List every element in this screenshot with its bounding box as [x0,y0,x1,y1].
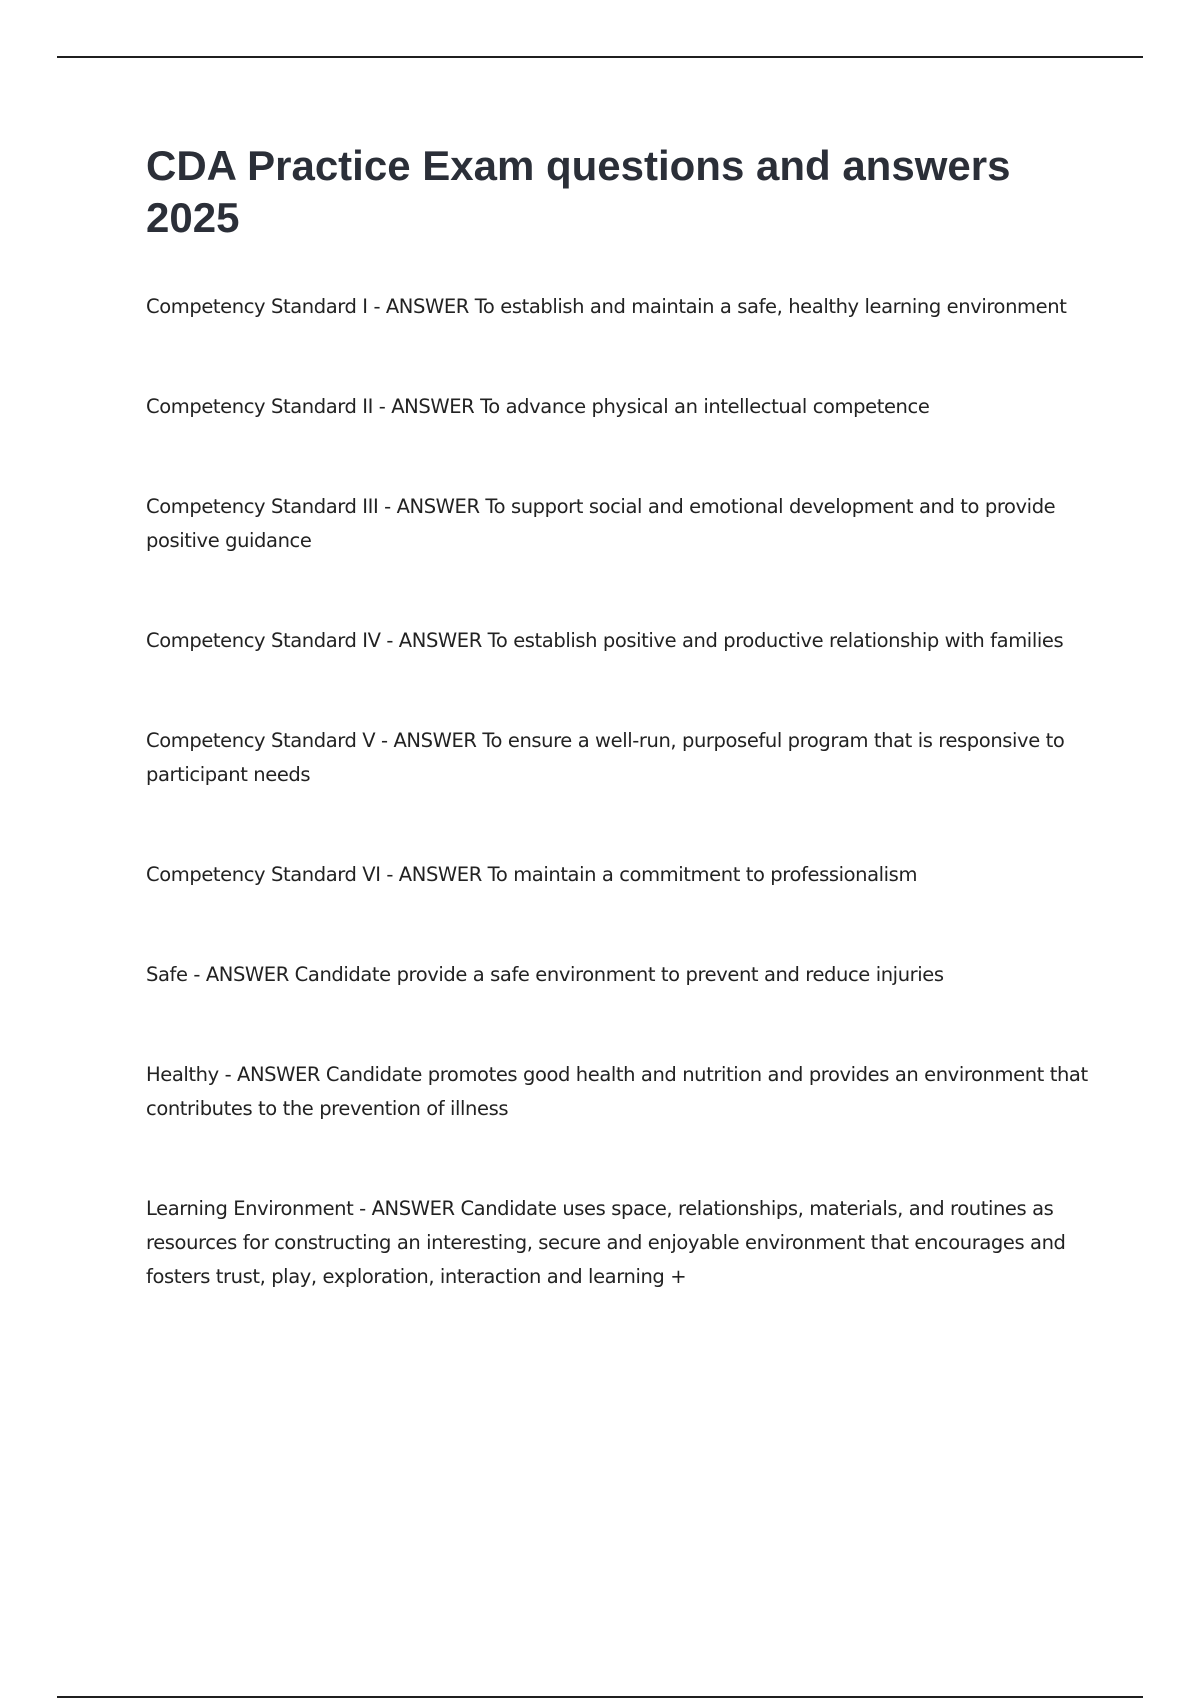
qa-item: Competency Standard IV - ANSWER To establish positive and productive relationship with families [146,629,1064,652]
qa-item: Safe - ANSWER Candidate provide a safe environment to prevent and reduce injuries [146,963,944,986]
qa-item: Competency Standard II - ANSWER To advance physical an intellectual competence [146,395,930,418]
qa-list [146,290,1096,1294]
top-divider [57,56,1143,58]
document-body [146,140,1096,1360]
qa-item: Competency Standard VI - ANSWER To maintain a commitment to professionalism [146,863,918,886]
qa-item: Competency Standard III - ANSWER To support social and emotional development and to provide positive guidance [146,495,1056,552]
qa-item: Healthy - ANSWER Candidate promotes good health and nutrition and provides an environment that contributes to the prevention of illness [146,1063,1088,1120]
document-title: CDA Practice Exam questions and answers 2025 [146,142,1011,241]
bottom-divider [57,1696,1143,1698]
qa-item: Learning Environment - ANSWER Candidate uses space, relationships, materials, and routines as resources for constructing an interesting, secure and enjoyable environment that encourages and fosters trust, play, exploration, interaction and learning + [146,1197,1066,1288]
qa-item: Competency Standard I - ANSWER To establish and maintain a safe, healthy learning environment [146,295,1067,318]
qa-item: Competency Standard V - ANSWER To ensure a well-run, purposeful program that is responsive to participant needs [146,729,1065,786]
